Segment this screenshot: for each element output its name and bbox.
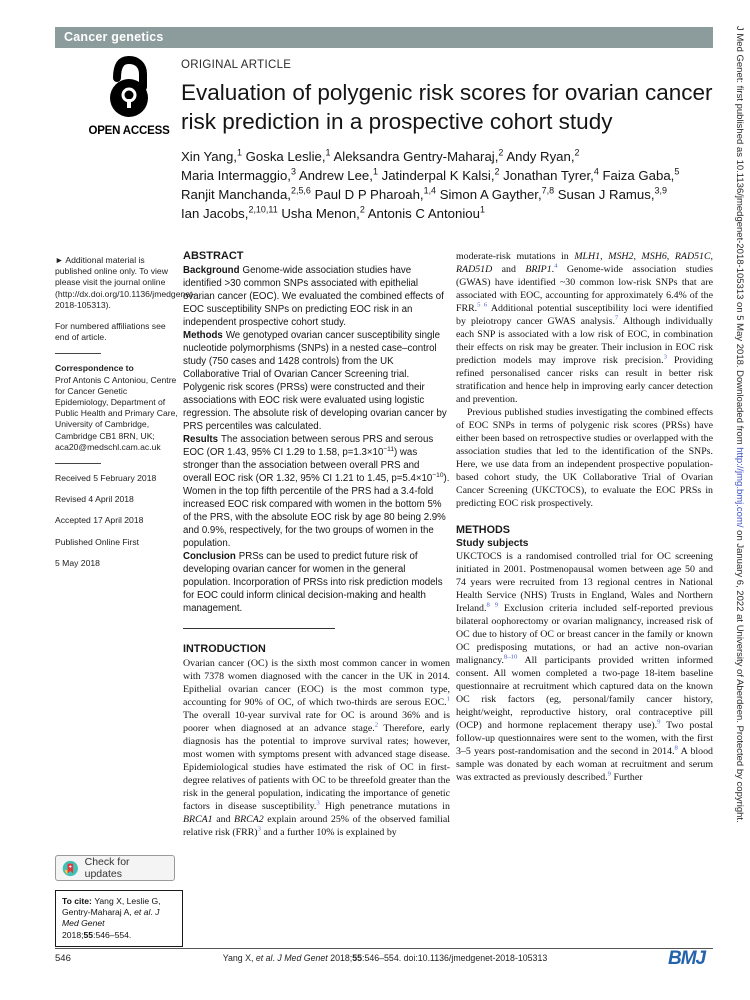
study-subjects-subheading: Study subjects — [456, 538, 529, 549]
article-type: ORIGINAL ARTICLE — [181, 59, 292, 71]
correspondence-text: Prof Antonis C Antoniou, Centre for Cancer Genetic Epidemiology, Department of Public Health and Primary Care, University of Cambridge, Cambridge CB1 8RN, UK; aca20@medschl.cam.ac.uk — [55, 374, 178, 452]
column-left — [183, 248, 450, 948]
abstract-background-text: Genome-wide association studies have identified >30 common SNPs associated with epithelial ovarian cancer (EOC). We evaluated the combined effects of EOC susceptibility SNPs on predicting EOC risk in an independent prospective cohort study. — [183, 265, 444, 328]
history-published-line2: 5 May 2018 — [55, 557, 100, 568]
bmj-logo: BMJ — [668, 948, 706, 969]
footer-citation: Yang X, et al. J Med Genet 2018;55:546–554. doi:10.1136/jmedgenet-2018-105313 — [222, 953, 548, 963]
sidebar — [55, 255, 196, 579]
history-received: Received 5 February 2018 — [55, 473, 157, 484]
column-right — [456, 248, 713, 948]
author-list: Xin Yang,$^1$ Goska Leslie,$^1$ Aleksandra Gentry-Maharaj,$^2$ Andy Ryan,$^2$ Maria Intermaggio,$^3$ Andrew Lee,$^1$ Jatinderpal K Kalsi,$^2$ Jonathan Tyrer,$^4$ Faiza Gaba,$^5$ Ranjit Manchanda,$^{2,5,6}$ Paul D P Pharoah,$^{1,4}$ Simon A Gayther,$^{7,8}$ Susan J Ramus,$^{3,9}$ Ian Jacobs,$^{2,10,11}$ Usha Menon,$^2$ Antonis C Antoniou$^1$ — [181, 147, 680, 221]
introduction-paragraph-1-continued: moderate-risk mutations in MLH1, MSH2, MSH6, RAD51C, RAD51D and BRIP1.$^4$ Genome-wide association studies (GWAS) have identified ~30 common low-risk SNPs that are associated with EOC, accounting for approximately 6.4% of the FRR.$^{5 6}$ Additional potential susceptibility loci were identified by pleiotropy cancer GWAS analysis.$^7$ Although individually each SNP is associated with a low risk of EOC, in combination their effects on risk may be greater. Their inclusion in EOC risk prediction models may improve risk precision.$^3$ Providing refined personalised cancer risks can result in better risk stratification and hence help in improving early cancer detection and prevention. — [456, 251, 713, 405]
copyright-strip-text-before: J Med Genet: first published as 10.1136/jmedgenet-2018-105313 on 5 May 2018. Downloaded from — [734, 26, 745, 448]
to-cite-box: To cite: Yang X, Leslie G, Gentry-Maharaj A, et al. J Med Genet 2018;55:546–554. — [55, 890, 183, 947]
methods-paragraph-1: UKCTOCS is a randomised controlled trial for OC screening initiated in 2001. Postmenopausal women between age 50 and 74 years were recruited from 13 regional centres in National Health Service (NHS) Trusts in England, Wales and Northern Ireland.$^{8 9}$ Exclusion criteria included self-reported previous bilateral oophorectomy or ovarian malignancy, increased risk of OC due to history of OC or breast cancer in the family or known OC predisposing mutations, or had an active non-ovarian malignancy.$^{8-10}$ All participants provided written informed consent. All women completed a two-page 18-item baseline questionnaire at recruitment which captured data on the known OC risk factors (eg, personal/family cancer history, height/weight, reproductive history, oral contraceptive pill (OCP) and hormone replacement therapy use).$^9$ Two postal follow-up questionnaires were sent to the women, with the first 3–5 years post-randomisation and the second in 2014.$^8$ A blood sample was donated by each woman at recruitment and serum was extracted as previously described.$^9$ Further — [456, 551, 713, 783]
crossmark-icon — [62, 860, 79, 877]
sidebar-divider — [55, 463, 101, 464]
copyright-strip-link[interactable]: http://jmg.bmj.com/ — [734, 447, 745, 528]
history-published-line1: Published Online First — [55, 536, 140, 547]
abstract-results-text: The association between serous PRS and serous EOC (OR 1.43, 95% CI 1.29 to 1.58, $p=1.3\times 10^{-11}$) was stronger than the association between overall PRS and overall EOC risk (OR 1.32, 95% CI 1.21 to 1.45, $p=5.4\times 10^{-10}$). Women in the top fifth percentile of the PRS had a 3.4-fold increased EOC risk compared with women in the bottom 5% of the PRS, with the absolute EOC risk by age 80 being 2.9% and 0.9%, respectively, for the two groups of women in the population. — [183, 434, 450, 549]
copyright-strip — [719, 26, 745, 992]
abstract-conclusion — [183, 550, 450, 615]
copyright-strip-text-after: on January 6, 2022 at University of Aberdeen. Protected by copyright. — [734, 527, 745, 823]
abstract-methods-label: Methods — [183, 330, 223, 341]
open-access-label: OPEN ACCESS — [88, 125, 170, 137]
open-access-padlock-icon — [100, 56, 158, 118]
abstract-background-label: Background — [183, 265, 240, 276]
introduction-heading: INTRODUCTION — [183, 643, 266, 655]
history-accepted: Accepted 17 April 2018 — [55, 515, 144, 526]
section-banner — [55, 27, 713, 48]
abstract-results-label: Results — [183, 434, 218, 445]
check-for-updates-button[interactable] — [55, 855, 175, 881]
additional-material-note: ► Additional material is published online only. To view please visit the journal online (http://dx.doi.org/10.1136/jmedgenet-2018-105313). — [55, 255, 196, 310]
abstract-results — [183, 433, 450, 550]
correspondence-label: Correspondence to — [55, 363, 134, 374]
abstract-heading: ABSTRACT — [183, 250, 244, 262]
footer-rule — [55, 948, 713, 949]
introduction-paragraph-1: Ovarian cancer (OC) is the sixth most common cancer in women with 7378 women diagnosed with the cancer in the UK in 2014. Epithelial ovarian cancer (EOC) is the most common type, accounting for 90% of OC, of which two-thirds are serous EOC.$^1$ The overall 10-year survival rate for OC is around 36% and is poorer when diagnosed at an advance stage.$^2$ Therefore, early diagnosis has the potential to improve survival rates; however, most women with symptoms present with advanced stage disease. Epidemiological studies have estimated the risk of OC in first-degree relatives of patients with OC to be threefold greater than the risk in the general population, indicating the importance of genetic factors in disease susceptibility.$^3$ High penetrance mutations in BRCA1 and BRCA2 explain around 25% of the observed familial relative risk (FRR)$^3$ and a further 10% is explained by — [183, 658, 450, 838]
abstract-methods — [183, 329, 450, 433]
open-access-block — [86, 56, 172, 137]
abstract-methods-text: We genotyped ovarian cancer susceptibility single nucleotide polymorphisms (SNPs) in a nested case–control study (750 cases and 1428 controls) from the UK Collaborative Trial of Ovarian Cancer Screening trial. Polygenic risk scores (PRSs) were constructed and their associations with EOC risk were evaluated using logistic regression. The absolute risk of developing ovarian cancer by PRS percentiles was calculated. — [183, 330, 447, 432]
abstract-divider — [183, 628, 335, 629]
abstract-conclusion-label: Conclusion — [183, 551, 236, 562]
history-revised: Revised 4 April 2018 — [55, 494, 134, 505]
abstract-background — [183, 264, 450, 329]
abstract-conclusion-text: PRSs can be used to predict future risk of developing ovarian cancer for women in the general population. Incorporation of PRSs into risk prediction models for EOC could inform clinical decision-making and health management. — [183, 551, 443, 614]
affiliations-note: For numbered affiliations see end of article. — [55, 321, 166, 343]
introduction-paragraph-2: Previous published studies investigating the combined effects of EOC SNPs in terms of polygenic risk scores (PRSs) have either been based on retrospective studies or overlapped with the association studies that led to the identification of the SNPs. Here, we use data from an independent prospective population-based cohort study, the UK Collaborative Trial of Ovarian Cancer Screening (UKCTOCS), to evaluate the EOC PRSs in predicting EOC risk prospectively. — [456, 407, 713, 509]
article-title: Evaluation of polygenic risk scores for ovarian cancer risk prediction in a prospective cohort study — [181, 80, 713, 134]
check-for-updates-label: Check for updates — [84, 856, 130, 880]
section-banner-label: Cancer genetics — [64, 30, 164, 44]
methods-heading: METHODS — [456, 524, 510, 536]
page-number: 546 — [55, 953, 71, 964]
sidebar-divider — [55, 353, 101, 354]
